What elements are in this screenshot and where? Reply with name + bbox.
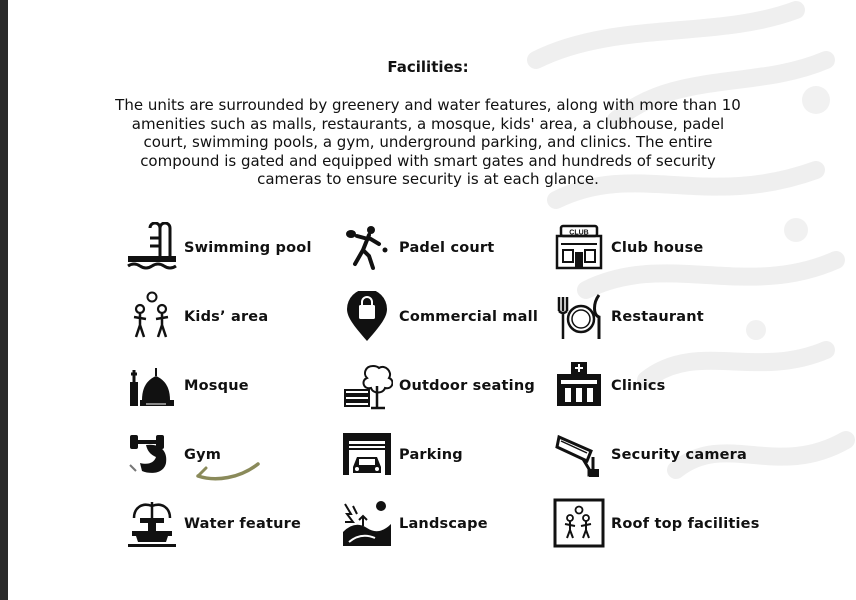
facility-water-feature [124,496,301,552]
facility-label: Restaurant [611,309,704,325]
svg-text:CLUB: CLUB [569,229,589,237]
facility-parking [339,427,463,483]
facility-label: Roof top facilities [611,516,760,532]
facility-padel-court [339,220,494,276]
facility-label: Mosque [184,378,249,394]
facility-landscape [339,496,488,552]
facility-label: Gym [184,447,222,463]
security-camera-icon [551,427,607,483]
padel-player-icon [339,220,395,276]
clinic-icon [551,358,607,414]
landscape-icon [339,496,395,552]
dumbbell-arm-icon [124,427,180,483]
rooftop-kids-icon [551,496,607,552]
shopping-bag-pin-icon [339,289,395,345]
facility-club-house [551,220,703,276]
facility-commercial-mall [339,289,538,345]
plate-cutlery-icon [551,289,607,345]
intro-paragraph: The units are surrounded by greenery and water features, along with more than 10 amenities such as malls, restaurants, a mosque, kids' area, a clubhouse, padel court, swimming pools, a gym, underground parking, and clinics. The entire compound is gated and equipped with smart gates and hundreds of security cameras to ensure security is at each glance. [115,96,741,189]
facility-label: Padel court [399,240,495,256]
mosque-icon [124,358,180,414]
garage-car-icon [339,427,395,483]
facility-mosque [124,358,249,414]
facility-kids-area [124,289,268,345]
facility-label: Swimming pool [184,240,312,256]
swoosh-mark [196,458,262,484]
facility-swimming-pool [124,220,312,276]
bench-tree-icon [339,358,395,414]
facility-label: Water feature [184,516,301,532]
kids-icon [124,289,180,345]
facility-label: Outdoor seating [399,378,535,394]
club-house-icon [551,220,607,276]
facility-label: Parking [399,447,463,463]
facility-restaurant [551,289,704,345]
facility-label: Club house [611,240,704,256]
fountain-icon [124,496,180,552]
facility-label: Clinics [611,378,666,394]
facility-security-camera [551,427,747,483]
swimming-pool-icon [124,220,180,276]
page-heading: Facilities: [387,58,469,76]
facility-clinics [551,358,666,414]
facility-roof-top [551,496,760,552]
facility-label: Kids’ area [184,309,269,325]
facility-outdoor-seating [339,358,535,414]
facility-label: Security camera [611,447,748,463]
facility-label: Landscape [399,516,488,532]
facility-label: Commercial mall [399,309,539,325]
